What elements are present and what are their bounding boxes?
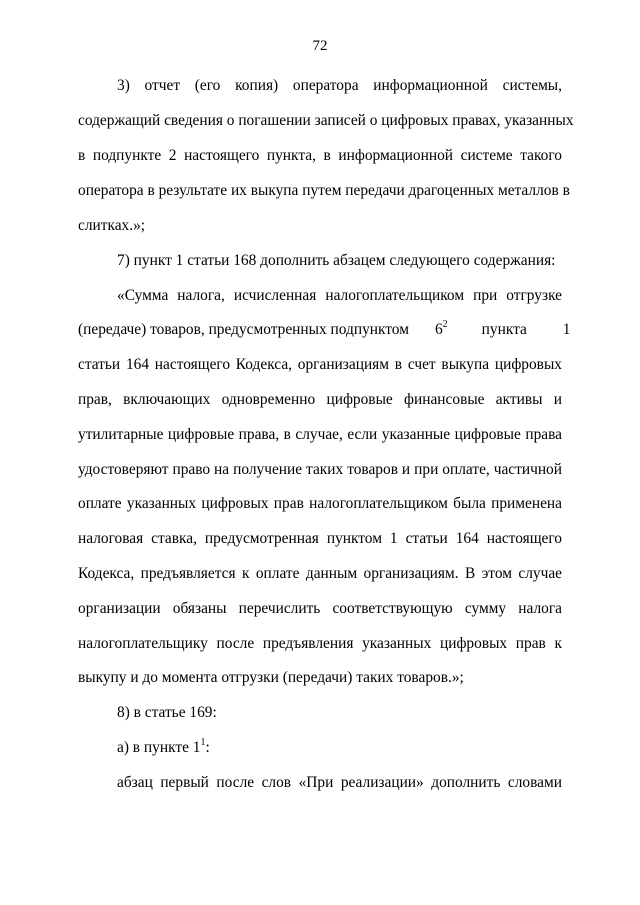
text-line: 7) пункт 1 статьи 168 дополнить абзацем следующего содержания:: [117, 252, 556, 269]
subpoint-reference: [435, 320, 570, 340]
page-number: 72: [312, 38, 328, 54]
point-superscript: 1: [200, 737, 206, 748]
text-line: прав, включающих одновременно цифровые финансовые активы и: [78, 391, 562, 408]
text-line: налоговая ставка, предусмотренная пунктом 1 статьи 164 настоящего: [78, 530, 562, 547]
subpoint-number: 6: [434, 321, 443, 338]
text-line: в подпункте 2 настоящего пункта, в информационной системе такого: [78, 147, 562, 164]
text-line: 3) отчет (его копия) оператора информационной системы,: [117, 77, 562, 94]
text-fragment: а) в пункте 1: [117, 739, 201, 756]
text-line: оплате указанных цифровых прав налогоплательщиком была применена: [78, 495, 562, 512]
text-line: оператора в результате их выкупа путем передачи драгоценных металлов в: [78, 182, 570, 199]
text-line: утилитарные цифровые права, в случае, если указанные цифровые права: [78, 426, 562, 443]
text-line: 8) в статье 169:: [117, 704, 217, 721]
text-line: абзац первый после слов «При реализации» дополнить словами: [117, 774, 562, 791]
text-fragment: пункта 1: [481, 321, 571, 338]
text-line: статьи 164 настоящего Кодекса, организациям в счет выкупа цифровых: [78, 356, 562, 373]
text-fragment: (передаче) товаров, предусмотренных подпунктом: [78, 321, 409, 338]
text-line: налогоплательщику после предъявления указанных цифровых прав к: [78, 635, 562, 652]
text-line: «Сумма налога, исчисленная налогоплательщиком при отгрузке: [117, 287, 562, 304]
text-fragment: :: [205, 739, 210, 756]
text-line: содержащий сведения о погашении записей о цифровых правах, указанных: [78, 112, 574, 129]
text-line: выкупу и до момента отгрузки (передачи) таких товаров.»;: [78, 669, 464, 686]
text-line-with-reference: [78, 319, 571, 340]
text-line: удостоверяют право на получение таких товаров и при оплате, частичной: [78, 461, 562, 478]
subpoint-superscript: 2: [442, 319, 448, 330]
text-line: Кодекса, предъявляется к оплате данным организациям. В этом случае: [78, 565, 562, 582]
text-line: слитках.»;: [78, 217, 146, 234]
text-line-with-superscript: [117, 738, 562, 758]
text-line: организации обязаны перечислить соответствующую сумму налога: [78, 600, 562, 617]
